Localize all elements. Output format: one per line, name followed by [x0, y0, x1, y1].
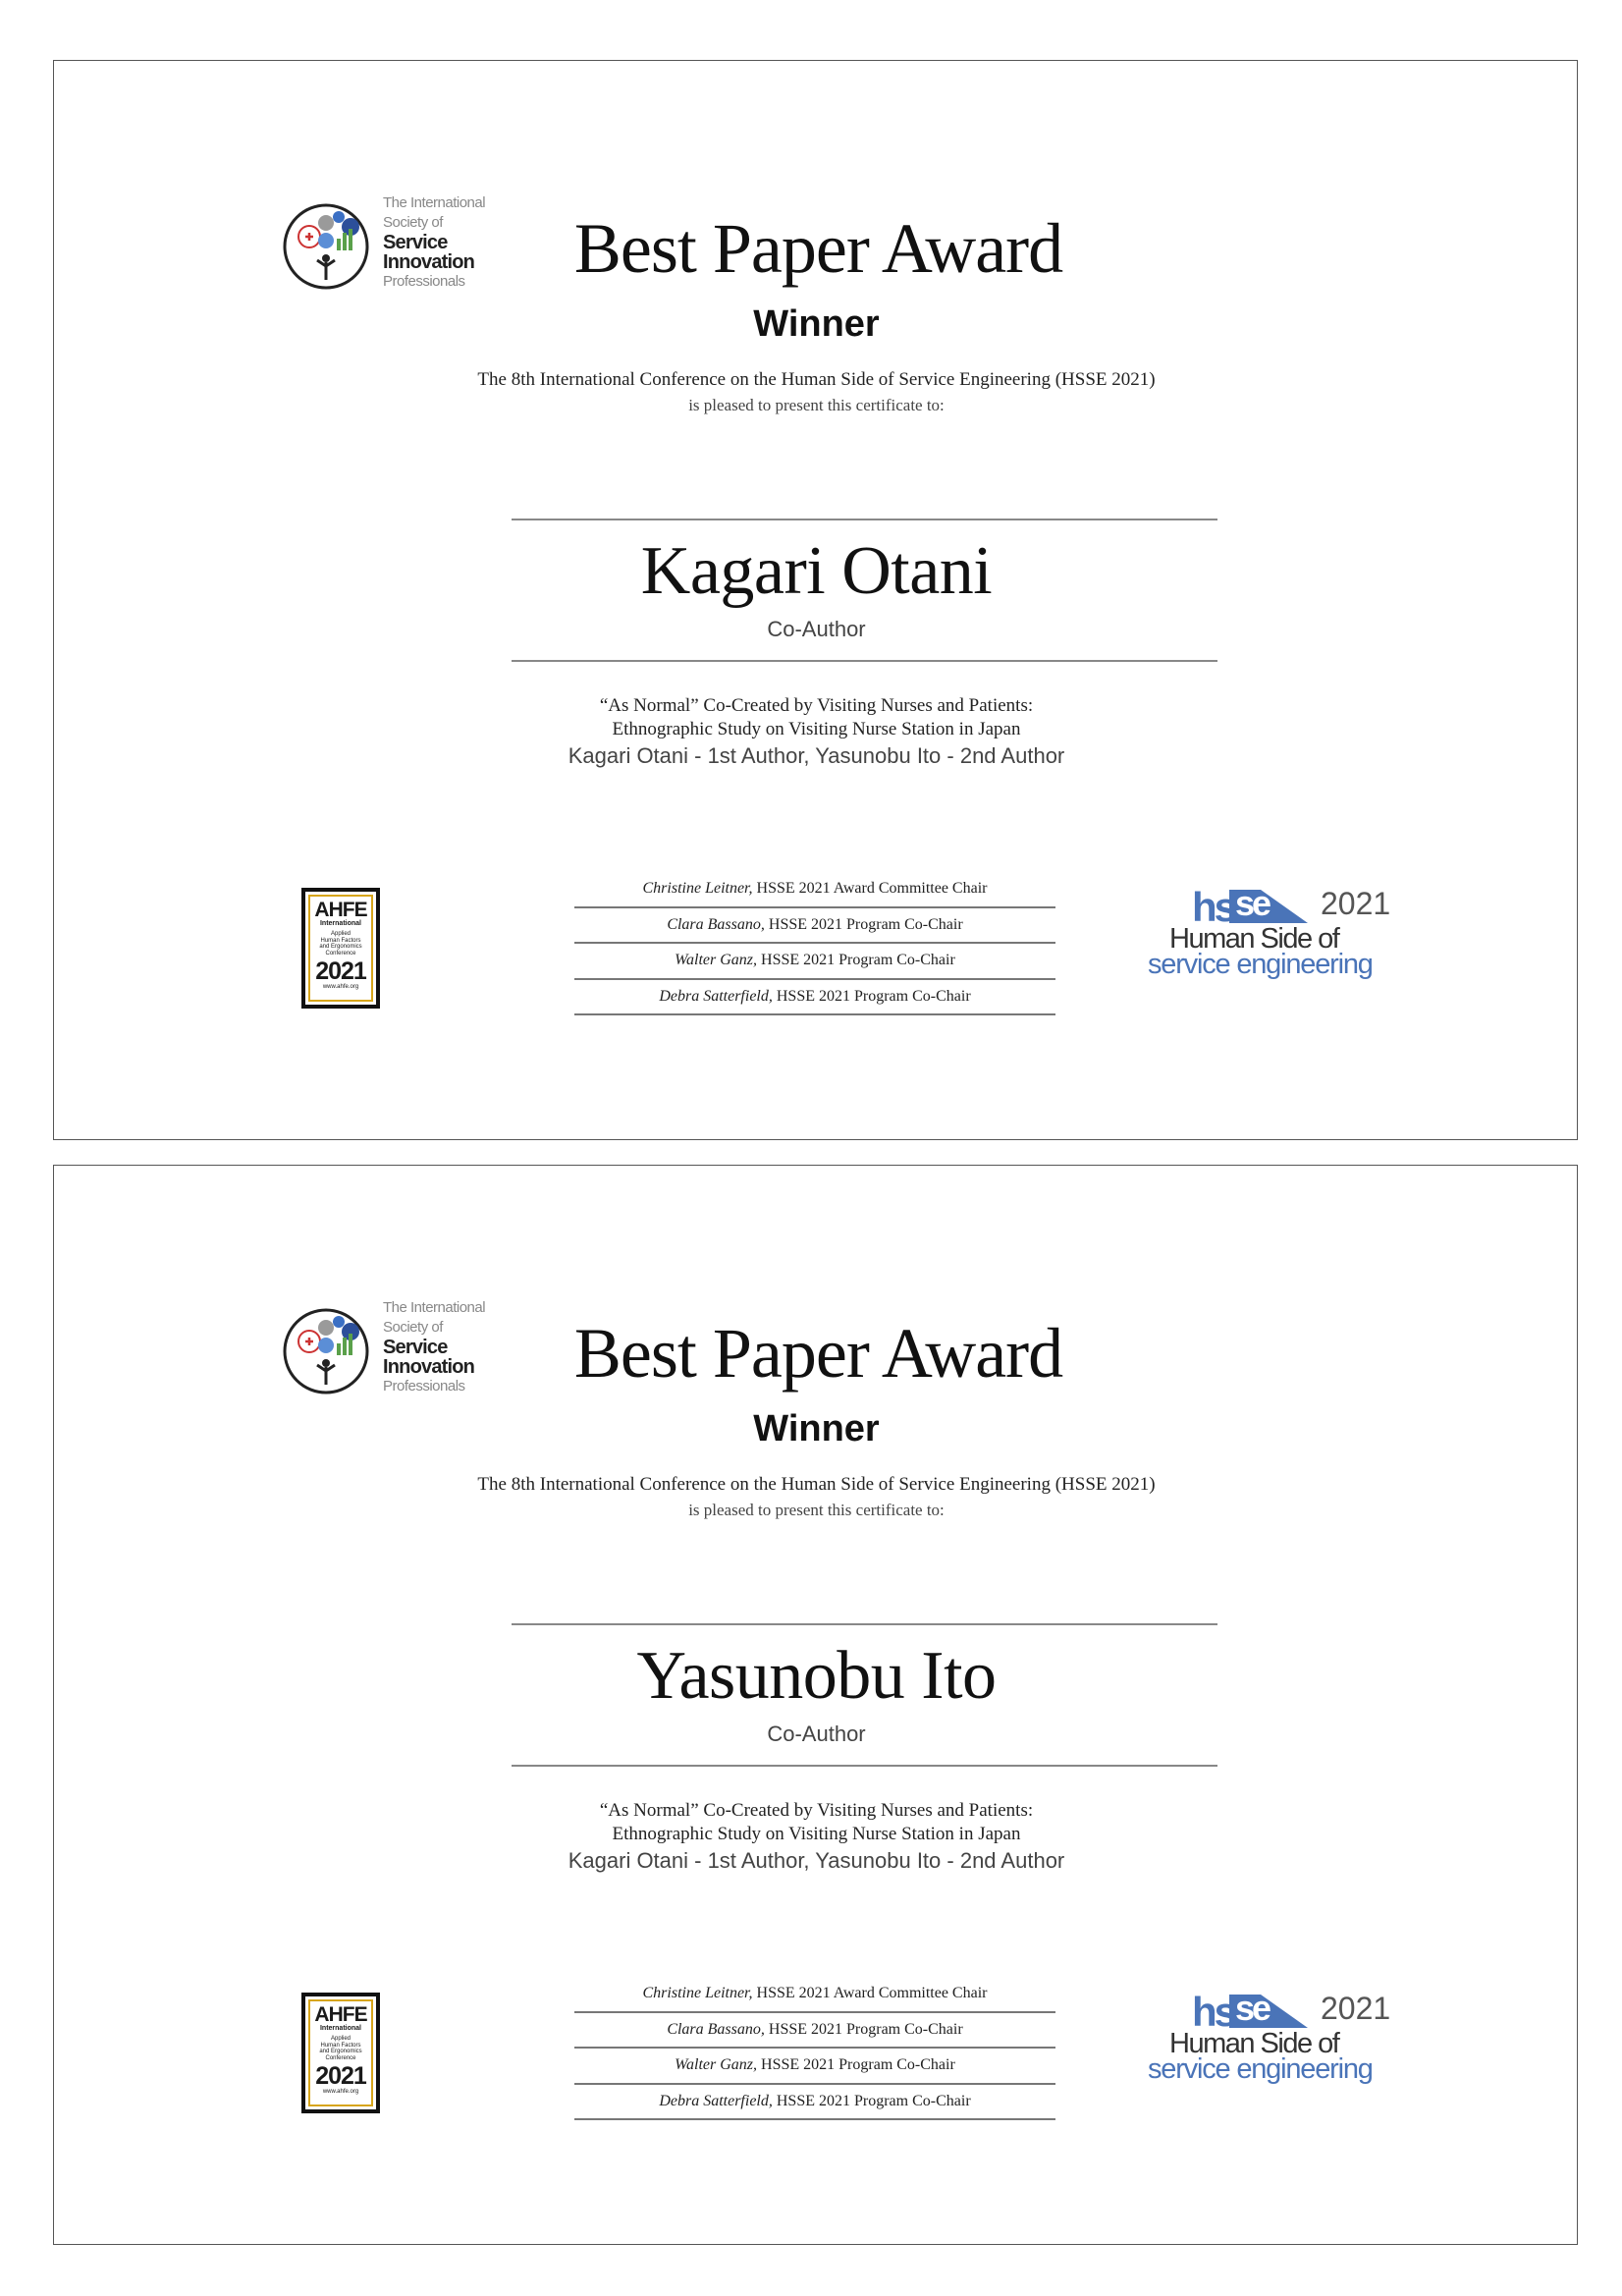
ahfe-logo [301, 888, 380, 1009]
signatory-title: HSSE 2021 Award Committee Chair [752, 880, 988, 897]
signature-line [574, 980, 1055, 1016]
signature-line [574, 908, 1055, 945]
award-title: Best Paper Award [573, 1314, 1063, 1393]
hsse-logo [1148, 884, 1393, 987]
ahfe-logo-frame [308, 895, 373, 1002]
signature-line [574, 2013, 1055, 2050]
issip-line-2: Society of [383, 214, 443, 231]
conference-statement [54, 367, 1579, 418]
ahfe-description-line: Applied [330, 931, 351, 937]
ahfe-description [310, 2036, 371, 2061]
paper-title [54, 1799, 1579, 1846]
ahfe-description-line: Applied [330, 2036, 351, 2042]
signatory-title: HSSE 2021 Program Co-Chair [772, 2092, 971, 2109]
signatory-name: Christine Leitner, [642, 880, 753, 897]
award-title: Best Paper Award [573, 209, 1063, 288]
hsse-line-2: service engineering [1148, 2053, 1373, 2085]
issip-line-4: Innovation [383, 251, 475, 273]
ahfe-description-line: and Ergonomics [319, 944, 362, 950]
signatory-name: Debra Satterfield, [659, 987, 773, 1005]
divider [512, 1623, 1217, 1625]
signatory-title: HSSE 2021 Program Co-Chair [757, 952, 955, 968]
signature-list [574, 872, 1055, 1015]
issip-line-3: Service [383, 1337, 448, 1358]
ahfe-name: AHFE [314, 899, 367, 921]
signatory-title: HSSE 2021 Program Co-Chair [757, 2056, 955, 2073]
signatory-title: HSSE 2021 Program Co-Chair [772, 987, 971, 1005]
hsse-year: 2021 [1321, 886, 1391, 921]
ahfe-year: 2021 [315, 2062, 366, 2090]
signatory-title: HSSE 2021 Award Committee Chair [752, 1985, 988, 2001]
ahfe-description-line: Human Factors [320, 937, 361, 944]
hsse-mark-icon [1192, 884, 1310, 925]
issip-line-2: Society of [383, 1319, 443, 1336]
hsse-mark-hs: hs [1192, 884, 1235, 925]
recipient-name: Kagari Otani [640, 533, 993, 609]
ahfe-description-line: Human Factors [320, 2042, 361, 2049]
signature-line [574, 2049, 1055, 2085]
hsse-year: 2021 [1321, 1991, 1391, 2026]
divider [512, 660, 1217, 662]
ahfe-international: International [319, 2025, 361, 2032]
signatory-title: HSSE 2021 Program Co-Chair [764, 915, 963, 933]
conference-line: The 8th International Conference on the Human Side of Service Engineering (HSSE 2021) [477, 1474, 1156, 1495]
ahfe-logo [301, 1993, 380, 2113]
hsse-mark-icon [1192, 1989, 1310, 2030]
divider [512, 519, 1217, 520]
signature-line [574, 1977, 1055, 2013]
ahfe-international: International [319, 920, 361, 927]
signature-list [574, 1977, 1055, 2120]
ahfe-description-line: and Ergonomics [319, 2049, 362, 2054]
paper-title-line-2: Ethnographic Study on Visiting Nurse Station in Japan [612, 1824, 1021, 1844]
signatory-name: Clara Bassano, [667, 2020, 765, 2038]
paper-title-line-1: “As Normal” Co-Created by Visiting Nurses and Patients: [599, 695, 1034, 716]
hsse-mark-se: se [1235, 884, 1270, 923]
hsse-mark-se: se [1235, 1989, 1270, 2028]
issip-line-1: The International [383, 1299, 486, 1316]
conference-statement [54, 1472, 1579, 1523]
hsse-line-1: Human Side of [1169, 2028, 1339, 2059]
paper-title-line-2: Ethnographic Study on Visiting Nurse Station in Japan [612, 719, 1021, 739]
paper-title [54, 694, 1579, 741]
ahfe-description-line: Conference [325, 2054, 356, 2061]
signatory-title: HSSE 2021 Program Co-Chair [764, 2020, 963, 2038]
signatory-name: Christine Leitner, [642, 1985, 753, 2001]
issip-line-3: Service [383, 232, 448, 253]
issip-line-5: Professionals [383, 1378, 465, 1394]
divider [512, 1765, 1217, 1767]
signature-line [574, 872, 1055, 908]
signature-line [574, 2085, 1055, 2121]
present-line: is pleased to present this certificate to: [688, 1501, 945, 1519]
paper-authors: Kagari Otani - 1st Author, Yasunobu Ito - 2nd Author [568, 1848, 1065, 1873]
issip-line-5: Professionals [383, 273, 465, 290]
hsse-mark-hs: hs [1192, 1989, 1235, 2030]
ahfe-year: 2021 [315, 957, 366, 985]
issip-line-4: Innovation [383, 1356, 475, 1378]
signatory-name: Debra Satterfield, [659, 2092, 773, 2109]
hsse-logo [1148, 1989, 1393, 2092]
ahfe-logo-frame [308, 1999, 373, 2106]
issip-line-1: The International [383, 194, 486, 211]
certificate [53, 60, 1578, 1140]
hsse-line-1: Human Side of [1169, 923, 1339, 955]
paper-authors: Kagari Otani - 1st Author, Yasunobu Ito - 2nd Author [568, 743, 1065, 768]
signatory-name: Clara Bassano, [667, 915, 765, 933]
ahfe-description-line: Conference [325, 950, 356, 957]
ahfe-description [310, 931, 371, 957]
conference-line: The 8th International Conference on the Human Side of Service Engineering (HSSE 2021) [477, 369, 1156, 390]
signatory-name: Walter Ganz, [675, 2056, 758, 2073]
ahfe-url: www.ahfe.org [322, 984, 359, 990]
paper-title-line-1: “As Normal” Co-Created by Visiting Nurses and Patients: [599, 1800, 1034, 1821]
hsse-line-2: service engineering [1148, 949, 1373, 980]
ahfe-name: AHFE [314, 2003, 367, 2026]
recipient-name: Yasunobu Ito [636, 1638, 997, 1714]
ahfe-url: www.ahfe.org [322, 2089, 359, 2095]
signature-line [574, 944, 1055, 980]
recipient-role: Co-Author [767, 1722, 866, 1746]
recipient-role: Co-Author [767, 617, 866, 641]
award-subtitle: Winner [753, 1408, 880, 1449]
award-subtitle: Winner [753, 303, 880, 345]
certificate [53, 1165, 1578, 2245]
signatory-name: Walter Ganz, [675, 952, 758, 968]
present-line: is pleased to present this certificate to: [688, 396, 945, 414]
